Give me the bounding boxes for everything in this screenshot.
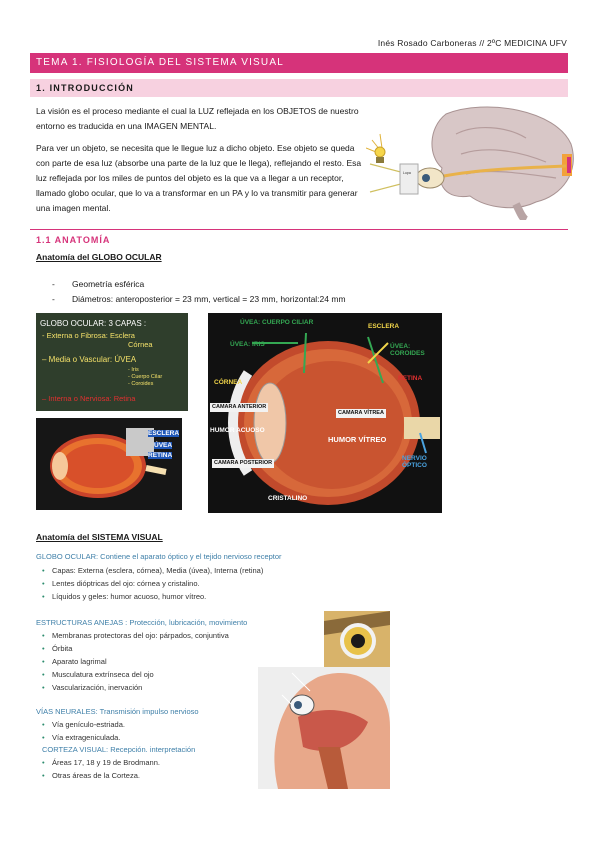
capas-cuerpo: - Cuerpo Cilar	[128, 374, 163, 380]
label-camara-vitrea: CAMARA VÍTREA	[338, 410, 384, 416]
capas-iris: - Iris	[128, 367, 139, 373]
label-uvea-cuerpo: ÚVEA: CUERPO CILIAR	[240, 319, 314, 326]
small-eye-image	[36, 418, 182, 510]
section-bar	[30, 79, 568, 97]
summary-heading-corteza: CORTEZA VISUAL: Recepción. interpretación	[42, 745, 196, 754]
label-retina: RETINA	[398, 375, 423, 382]
eye-anatomy-diagram	[208, 313, 442, 513]
capas-title: GLOBO OCULAR: 3 CAPAS :	[40, 319, 147, 328]
list-item: • Órbita	[42, 644, 72, 653]
list-item: • Membranas protectoras del ojo: párpados, conjuntiva	[42, 631, 229, 640]
label-uvea-iris: ÚVEA: IRIS	[230, 341, 265, 348]
small-eye-uvea: ÚVEA	[154, 442, 173, 449]
subsection-title: 1.1 ANATOMÍA	[36, 235, 111, 245]
intro-paragraph-1: La visión es el proceso mediante el cual la LUZ reflejada en los OBJETOS de nuestro entorno es traducida en una IMAGEN MENTAL.	[36, 106, 359, 131]
summary-heading-vias: VÍAS NEURALES: Transmisión impulso nervioso	[36, 707, 199, 716]
globo-ocular-bullets	[52, 277, 346, 307]
capas-media: – Media o Vascular: ÚVEA	[42, 355, 137, 364]
label-uvea-coroides: ÚVEA: COROIDES	[390, 343, 425, 357]
author-header: Inés Rosado Carboneras // 2ºC MEDICINA UFV	[377, 38, 567, 48]
list-item: • Musculatura extrínseca del ojo	[42, 670, 154, 679]
label-cornea: CÓRNEA	[214, 379, 243, 386]
label-nervio-optico: NERVIO ÓPTICO	[402, 455, 427, 469]
label-camara-posterior: CAMARA POSTERIOR	[214, 460, 273, 466]
title-bar	[30, 53, 568, 73]
list-item: • Capas: Externa (esclera, córnea), Media (úvea), Interna (retina)	[42, 566, 263, 575]
globo-ocular-heading: Anatomía del GLOBO OCULAR	[36, 252, 162, 262]
summary-heading-globo: GLOBO OCULAR: Contiene el aparato óptico y el tejido nervioso receptor	[36, 552, 282, 561]
list-item: • Vascularización, inervación	[42, 683, 142, 692]
summary-heading-estructuras: ESTRUCTURAS ANEJAS : Protección, lubricación, movimiento	[36, 618, 248, 627]
capas-coroides: - Coroides	[128, 381, 154, 387]
brain-visual-pathway-image	[366, 104, 580, 220]
capas-externa: - Externa o Fibrosa: Esclera	[42, 331, 135, 340]
small-eye-esclera: ESCLERA	[148, 430, 180, 437]
label-esclera: ESCLERA	[368, 323, 400, 330]
head-section-image	[258, 667, 390, 789]
page-title: TEMA 1. FISIOLOGÍA DEL SISTEMA VISUAL	[36, 57, 284, 68]
divider	[30, 229, 568, 230]
list-item: • Otras áreas de la Corteza.	[42, 771, 140, 780]
list-item: - Geometría esférica	[52, 279, 145, 289]
small-eye-retina: RETINA	[148, 452, 173, 459]
list-item: • Lentes dióptricas del ojo: córnea y cristalino.	[42, 579, 200, 588]
list-item: • Líquidos y geles: humor acuoso, humor vítreo.	[42, 592, 206, 601]
sistema-visual-heading: Anatomía del SISTEMA VISUAL	[36, 532, 163, 542]
list-item: - Diámetros: anteroposterior = 23 mm, vertical = 23 mm, horizontal:24 mm	[52, 294, 346, 304]
sistema-visual-summary	[36, 549, 390, 789]
intro-paragraph-2: Para ver un objeto, se necesita que le llegue luz a dicho objeto. Ese objeto se queda con parte de esa luz (absorbe una parte de la luz que le llega), reflejando el resto. Esa luz reflejada por los miles de puntos del objeto es la que va a llegar a un receptor, llamado globo ocular, que lo va a transformar en un PA y lo va transmitir para generar una imagen mental.	[36, 143, 362, 213]
label-humor-acuoso: HUMOR ACUOSO	[210, 427, 265, 434]
list-item: • Vía genículo-estriada.	[42, 720, 125, 729]
capas-interna: – Interna o Nerviosa: Retina	[42, 394, 136, 403]
capas-box	[36, 313, 188, 411]
capas-cornea: Córnea	[128, 340, 153, 349]
owl-eye-image	[324, 611, 390, 667]
brain-figure-label: Lupa	[403, 171, 411, 175]
label-cristalino: CRISTALINO	[268, 495, 308, 502]
label-humor-vitreo: HUMOR VÍTREO	[328, 435, 387, 444]
section-title: 1. INTRODUCCIÓN	[36, 83, 135, 93]
list-item: • Aparato lagrimal	[42, 657, 107, 666]
list-item: • Áreas 17, 18 y 19 de Brodmann.	[42, 758, 160, 767]
label-camara-anterior: CAMARA ANTERIOR	[212, 404, 267, 410]
list-item: • Vía extrageniculada.	[42, 733, 120, 742]
